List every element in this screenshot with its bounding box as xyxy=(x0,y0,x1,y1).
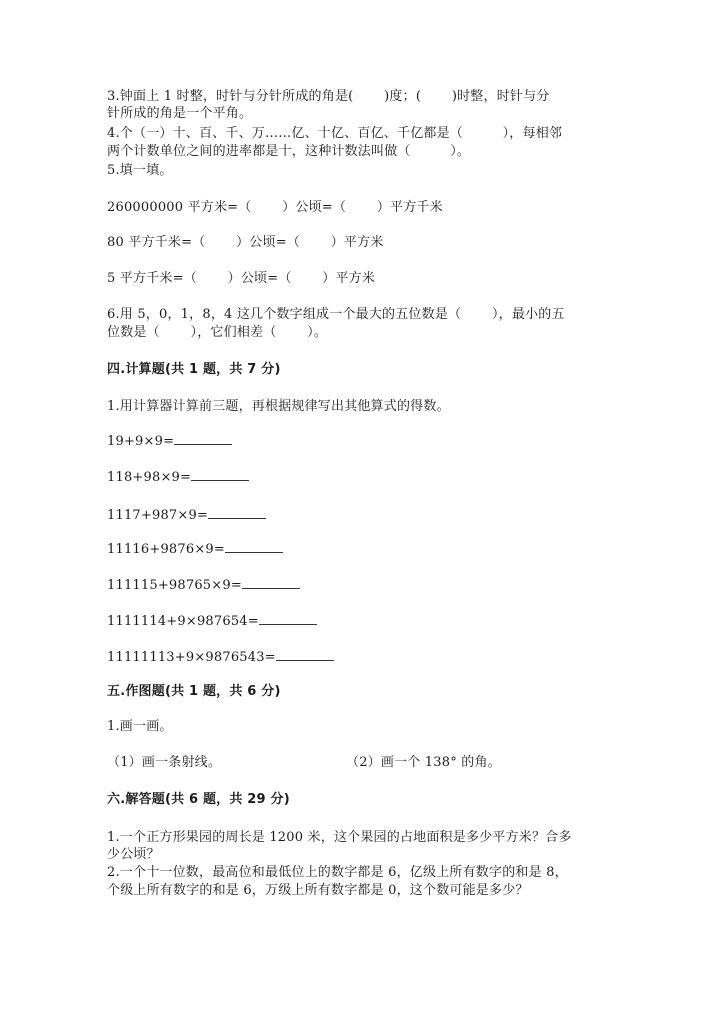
q4-line1: 4.个（一）十、百、千、万……亿、十亿、百亿、千亿都是（ ），每相邻 xyxy=(107,126,563,141)
answer-blank[interactable] xyxy=(242,576,300,589)
equation-text: 11111113+9×9876543= xyxy=(107,650,276,665)
q5-item-3: 5 平方千米=（ ）公顷=（ ）平方米 xyxy=(107,271,376,286)
equation-text: 118+98×9= xyxy=(107,470,192,485)
equation-row xyxy=(107,468,249,487)
section6-q1-line2: 少公顷？ xyxy=(107,847,160,862)
equation-text: 1111114+9×987654= xyxy=(107,614,259,629)
section4-q1-prompt: 1.用计算器计算前三题，再根据规律写出其他算式的得数。 xyxy=(107,399,450,414)
section5-part2: （2）画一个 138° 的角。 xyxy=(346,755,501,770)
answer-blank[interactable] xyxy=(174,432,232,445)
section6-heading: 六.解答题(共 6 题，共 29 分) xyxy=(107,792,290,807)
q5-title: 5.填一填。 xyxy=(107,163,173,178)
q5-item-2: 80 平方千米=（ ）公顷=（ ）平方米 xyxy=(107,235,384,250)
equation-row xyxy=(107,612,317,631)
q6-line2: 位数是（ ），它们相差（ ）。 xyxy=(107,325,328,340)
answer-blank[interactable] xyxy=(208,506,266,519)
q5-item-1: 260000000 平方米=（ ）公顷=（ ）平方千米 xyxy=(107,200,443,215)
equation-text: 11116+9876×9= xyxy=(107,542,225,557)
q4-line2: 两个计数单位之间的进率都是十，这种计数法叫做（ ）。 xyxy=(107,144,471,159)
answer-blank[interactable] xyxy=(191,468,249,481)
q3-line1: 3.钟面上 1 时整，时针与分针所成的角是( )度；( )时整，时针与分 xyxy=(107,89,550,104)
answer-blank[interactable] xyxy=(276,648,334,661)
section6-q2-line2: 个级上所有数字的和是 6，万级上所有数字都是 0，这个数可能是多少？ xyxy=(107,883,529,898)
section6-q1-line1: 1.一个正方形果园的周长是 1200 米，这个果园的占地面积是多少平方米？合多 xyxy=(107,830,572,845)
q3-line2: 针所成的角是一个平角。 xyxy=(107,106,253,121)
equation-text: 111115+98765×9= xyxy=(107,578,242,593)
equation-text: 1117+987×9= xyxy=(107,508,209,523)
equation-row xyxy=(107,648,334,667)
equation-text: 19+9×9= xyxy=(107,434,175,449)
equation-row xyxy=(107,540,283,559)
q6-line1: 6.用 5，0，1，8，4 这几个数字组成一个最大的五位数是（ ），最小的五 xyxy=(107,307,565,322)
section5-part1: （1）画一条射线。 xyxy=(107,755,222,770)
section5-heading: 五.作图题(共 1 题，共 6 分) xyxy=(107,684,281,699)
answer-blank[interactable] xyxy=(259,612,317,625)
equation-row xyxy=(107,576,300,595)
answer-blank[interactable] xyxy=(225,540,283,553)
equation-row xyxy=(107,506,266,525)
section4-heading: 四.计算题(共 1 题，共 7 分) xyxy=(107,362,281,377)
section6-q2-line1: 2.一个十一位数，最高位和最低位上的数字都是 6，亿级上所有数字的和是 8， xyxy=(107,865,568,880)
equation-row xyxy=(107,432,232,451)
section5-q1-prompt: 1.画一画。 xyxy=(107,719,173,734)
